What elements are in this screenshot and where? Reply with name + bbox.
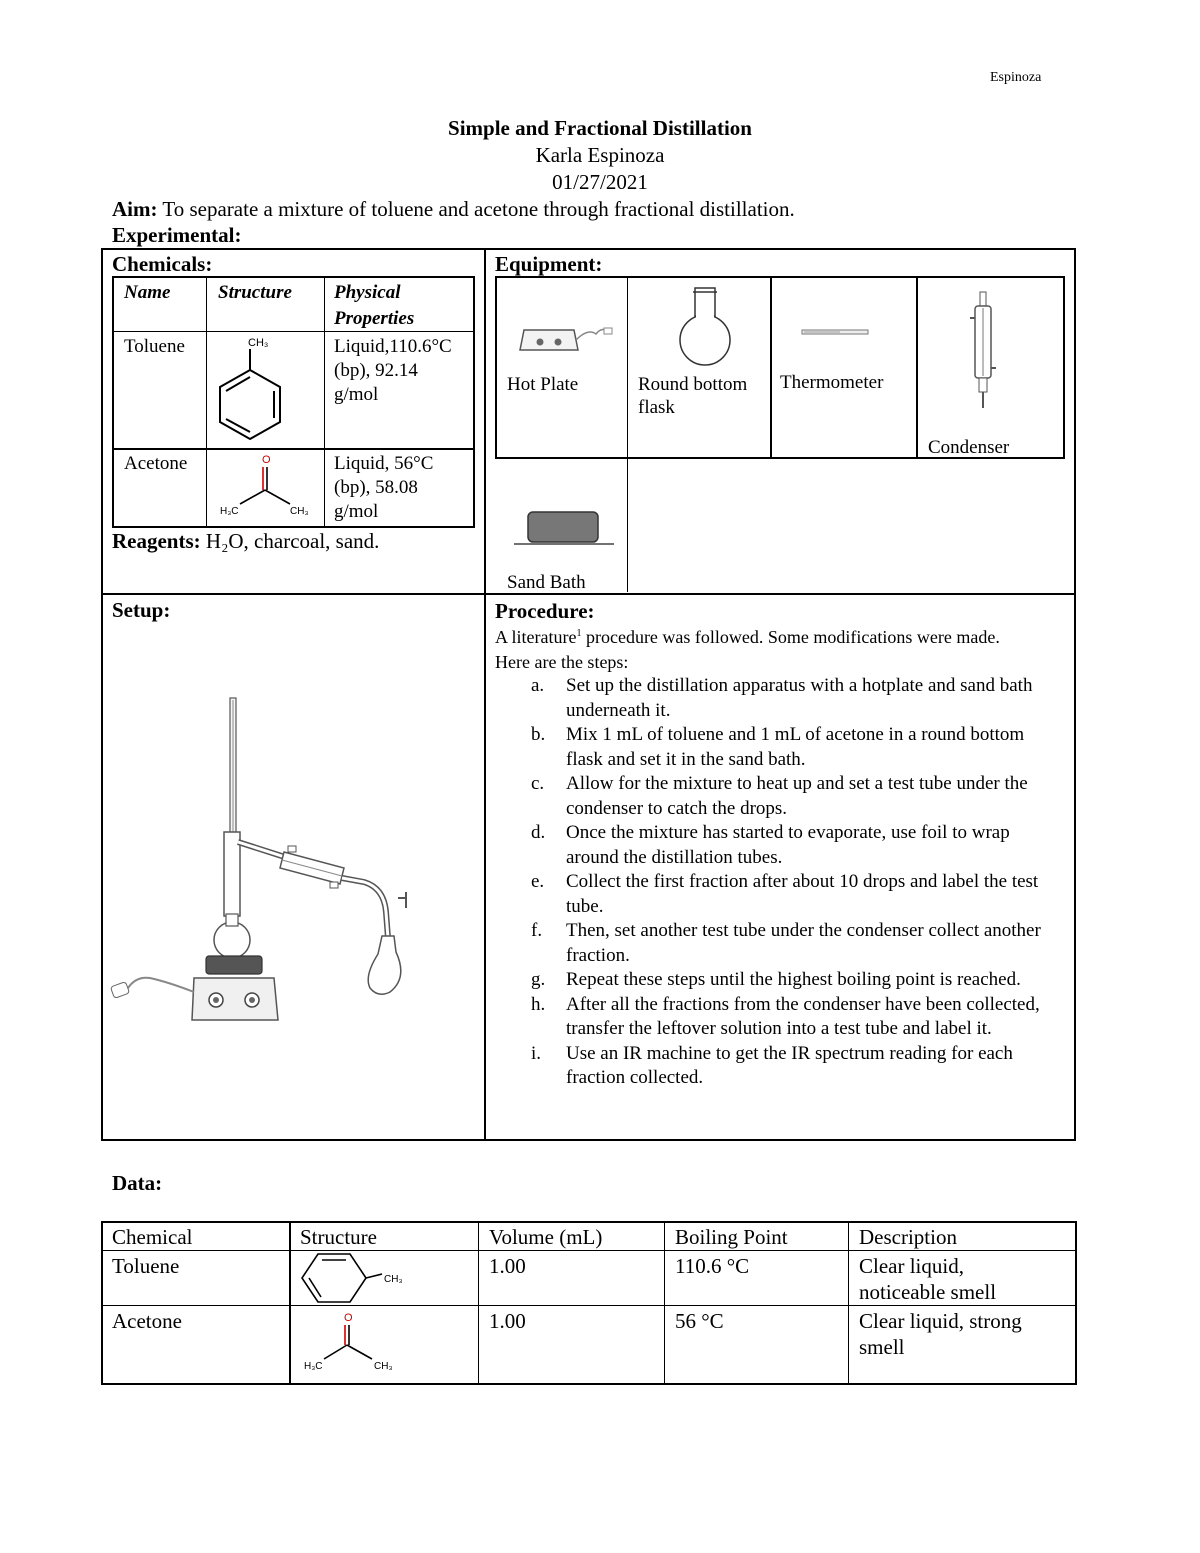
acetone-prop-2: (bp), 58.08 <box>334 477 418 498</box>
step-text: After all the fractions from the condenser have been collected, transfer the leftover solution into a test tube and label it. <box>566 993 1040 1039</box>
acetone-prop-3: g/mol <box>334 501 379 522</box>
procedure-step <box>495 821 1065 870</box>
toluene-prop-1: Liquid,110.6°C <box>334 336 452 357</box>
procedure-label: Procedure: <box>495 599 595 623</box>
data-toluene-structure-image <box>296 1252 408 1304</box>
data-header-structure: Structure <box>300 1225 377 1249</box>
procedure-section <box>495 600 1065 1091</box>
chem-col-div-1 <box>206 277 207 527</box>
toluene-prop-3: g/mol <box>334 384 379 405</box>
data-acetone-structure-image <box>300 1307 410 1375</box>
procedure-intro-part2: procedure was followed. Some modifications were made. <box>581 627 1000 647</box>
procedure-step <box>495 1042 1065 1091</box>
data-row-div-2 <box>102 1305 1076 1306</box>
data-acetone-desc-1: Clear liquid, strong <box>859 1309 1022 1333</box>
procedure-step <box>495 772 1065 821</box>
equipment-label: Equipment: <box>495 252 603 276</box>
aim-text: To separate a mixture of toluene and acetone through fractional distillation. <box>157 197 795 221</box>
equip-col-div-2 <box>770 277 772 458</box>
data-acetone-h3c-label: H₃C <box>304 1361 323 1372</box>
equip-sand-bath-label: Sand Bath <box>507 572 586 593</box>
round-bottom-flask-image <box>675 286 735 370</box>
chem-header-name: Name <box>124 282 171 303</box>
step-text: Collect the first fraction after about 10 drops and label the test tube. <box>566 871 1039 917</box>
procedure-step <box>495 870 1065 919</box>
equip-flask-label-1: Round bottom <box>638 374 748 395</box>
toluene-prop-2: (bp), 92.14 <box>334 360 418 381</box>
chem-header-physical: Physical <box>334 282 401 303</box>
reagents-line <box>112 529 379 554</box>
toluene-structure-image <box>210 334 320 446</box>
data-row-div-1 <box>102 1250 1076 1251</box>
procedure-intro-line-1 <box>495 622 1065 650</box>
main-table-divider-v <box>484 249 486 1140</box>
thermometer-image <box>800 326 872 338</box>
acetone-h3c-label: H₃C <box>220 506 239 517</box>
step-text: Repeat these steps until the highest boiling point is reached. <box>566 969 1021 990</box>
procedure-step <box>495 968 1065 993</box>
data-col-div-3 <box>664 1222 665 1384</box>
chem-header-structure: Structure <box>218 282 292 303</box>
data-label: Data: <box>112 1171 163 1195</box>
chem-row-toluene-name: Toluene <box>124 336 185 357</box>
equip-col-div-1 <box>627 277 628 592</box>
data-col-div-2 <box>478 1222 479 1384</box>
step-letter: f. <box>531 920 543 941</box>
step-text: Set up the distillation apparatus with a hotplate and sand bath underneath it. <box>566 675 1033 721</box>
toluene-ch3-label: CH₃ <box>248 337 269 349</box>
data-header-description: Description <box>859 1225 957 1249</box>
experimental-label: Experimental: <box>112 223 242 247</box>
step-text: Then, set another test tube under the condenser collect another fraction. <box>566 920 1041 966</box>
data-acetone-o-label: O <box>344 1312 353 1324</box>
data-acetone-name: Acetone <box>112 1309 182 1333</box>
data-toluene-bp: 110.6 °C <box>675 1254 750 1278</box>
data-header-volume: Volume (mL) <box>489 1225 603 1249</box>
step-letter: a. <box>531 675 545 696</box>
data-toluene-volume: 1.00 <box>489 1254 526 1278</box>
data-acetone-ch3-label: CH₃ <box>374 1361 393 1372</box>
procedure-step <box>495 723 1065 772</box>
reagents-text: H₂O, charcoal, sand. <box>200 529 380 553</box>
equip-col-div-3 <box>916 277 918 458</box>
data-toluene-ch3-label: CH₃ <box>384 1274 403 1285</box>
header-author: Espinoza <box>990 70 1042 85</box>
step-text: Allow for the mixture to heat up and set a test tube under the condenser to catch the drops. <box>566 773 1028 819</box>
sand-bath-image <box>512 508 616 550</box>
reagents-label: Reagents: <box>112 529 201 553</box>
procedure-step <box>495 993 1065 1042</box>
step-text: Use an IR machine to get the IR spectrum reading for each fraction collected. <box>566 1042 1013 1088</box>
procedure-step <box>495 674 1065 723</box>
chem-row-div-1 <box>113 331 474 332</box>
acetone-o-label: O <box>262 454 271 466</box>
document-title: Simple and Fractional Distillation <box>448 116 752 140</box>
step-text: Once the mixture has started to evaporate, use foil to wrap around the distillation tubes. <box>566 822 1010 868</box>
data-acetone-bp: 56 °C <box>675 1309 724 1333</box>
chem-header-properties: Properties <box>334 308 415 329</box>
equip-hot-plate-label: Hot Plate <box>507 374 579 395</box>
document-date: 01/27/2021 <box>552 170 648 194</box>
procedure-intro-part1: A literature <box>495 627 577 647</box>
chem-row-acetone-name: Acetone <box>124 453 188 474</box>
data-header-chemical: Chemical <box>112 1225 193 1249</box>
step-letter: c. <box>531 773 545 794</box>
procedure-intro-line-2: Here are the steps: <box>495 651 629 672</box>
equip-flask-label-2: flask <box>638 397 675 418</box>
procedure-steps-list <box>495 674 1065 1091</box>
chem-col-div-2 <box>324 277 325 527</box>
equip-condenser-label: Condenser <box>928 437 1010 458</box>
data-acetone-volume: 1.00 <box>489 1309 526 1333</box>
document-author: Karla Espinoza <box>535 143 665 167</box>
equip-thermometer-label: Thermometer <box>780 372 884 393</box>
data-toluene-desc-1: Clear liquid, <box>859 1254 964 1278</box>
data-acetone-desc-2: smell <box>859 1335 905 1359</box>
aim-line <box>112 197 795 222</box>
acetone-ch3-label: CH₃ <box>290 506 309 517</box>
step-letter: b. <box>531 724 546 745</box>
chemicals-label: Chemicals: <box>112 252 213 276</box>
step-letter: e. <box>531 871 545 892</box>
main-table-divider-h <box>102 593 1075 595</box>
setup-label: Setup: <box>112 598 171 622</box>
step-letter: d. <box>531 822 546 843</box>
acetone-prop-1: Liquid, 56°C <box>334 453 434 474</box>
step-text: Mix 1 mL of toluene and 1 mL of acetone in a round bottom flask and set it in the sand bath. <box>566 724 1025 770</box>
data-col-div-4 <box>848 1222 849 1384</box>
step-letter: g. <box>531 969 546 990</box>
acetone-structure-image <box>210 450 320 524</box>
step-letter: h. <box>531 993 546 1015</box>
hot-plate-image <box>518 318 614 358</box>
data-toluene-name: Toluene <box>112 1254 180 1278</box>
data-col-div-1 <box>289 1222 291 1384</box>
data-header-boiling-point: Boiling Point <box>675 1225 788 1249</box>
equip-row-div <box>496 458 628 459</box>
procedure-footnote-ref: 1 <box>576 628 582 639</box>
step-letter: i. <box>531 1042 542 1064</box>
procedure-step <box>495 919 1065 968</box>
distillation-setup-image <box>108 692 418 1026</box>
data-toluene-desc-2: noticeable smell <box>859 1280 997 1304</box>
aim-label: Aim: <box>112 197 158 221</box>
condenser-image <box>966 290 1000 412</box>
